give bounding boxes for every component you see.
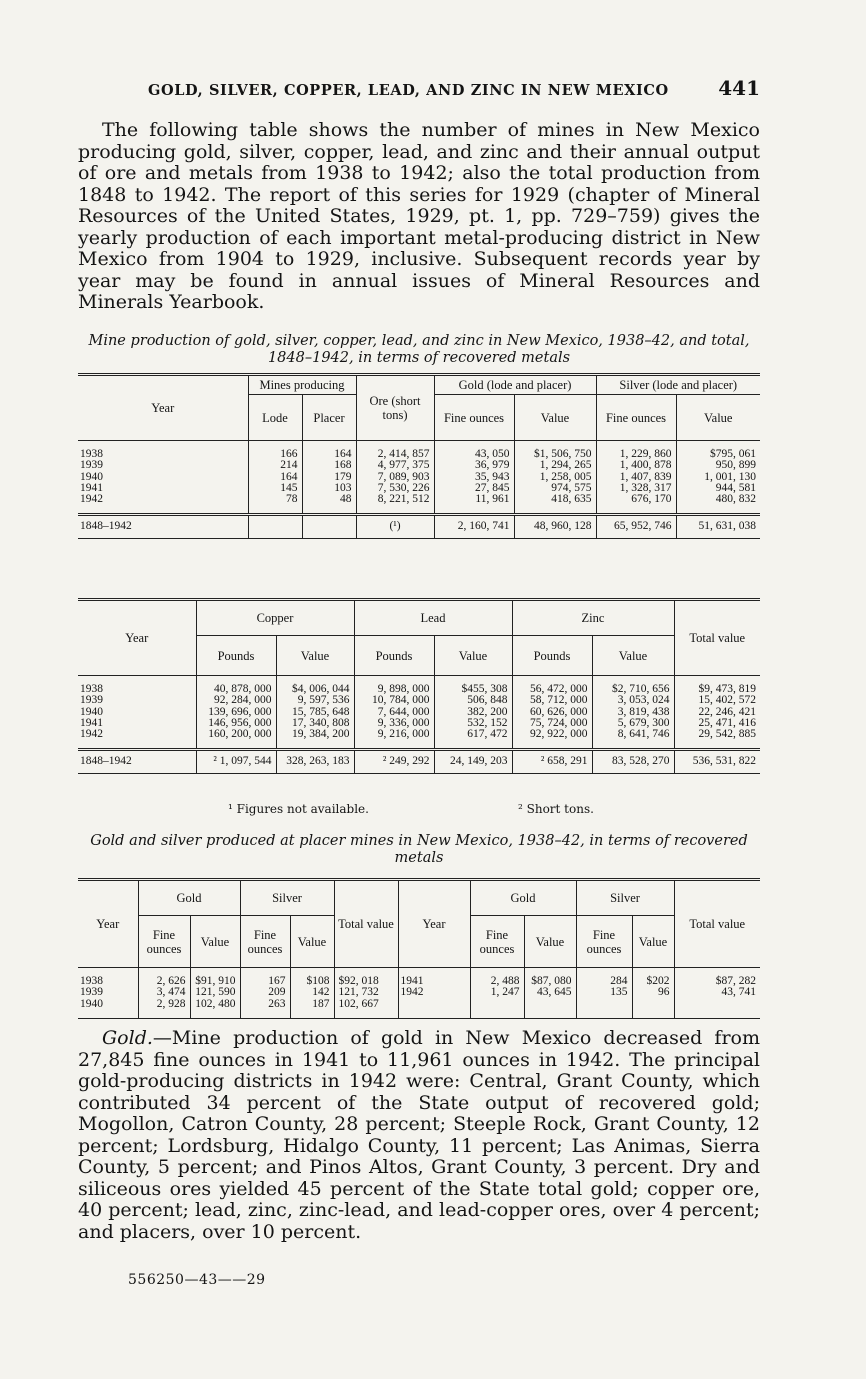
header-zinc-value: Value: [592, 636, 674, 676]
placer-production-table: [78, 878, 760, 1019]
header-zinc: Zinc: [512, 600, 674, 636]
header-lead: Lead: [354, 600, 512, 636]
header-silver-fine-ounces: Fine ounces: [240, 916, 290, 968]
footnote-2: ² Short tons.: [518, 802, 594, 816]
table-row: 1940 164 179 7, 089, 903 35, 943 1, 258, 005 1, 407, 839 1, 001, 130: [80, 470, 756, 483]
table-row: 1939 214 168 4, 977, 375 36, 979 1, 294, 265 1, 400, 878 950, 899: [80, 459, 756, 472]
header-gold-fine-ounces: Fine ounces: [434, 395, 514, 441]
header-year: Year: [78, 880, 138, 968]
header-gold: Gold (lode and placer): [434, 375, 596, 395]
header-silver-right: Silver: [576, 880, 674, 916]
header-copper-pounds: Pounds: [196, 636, 276, 676]
table-total-row: 1848–1942 ² 1, 097, 544 328, 263, 183 ² 249, 292 24, 149, 203 ² 658, 291 83, 528, 270 536, 531, 822: [78, 750, 760, 773]
header-total-value: Total value: [334, 880, 398, 968]
header-silver-fine-ounces-right: Fine ounces: [576, 916, 632, 968]
table-row: 1938 2, 626 $91, 910 167 $108 $92, 018 1941 2, 488 $87, 080 284 $202 $87, 282: [80, 975, 756, 987]
header-mines-producing: Mines producing: [248, 375, 356, 395]
header-silver-value-right: Value: [632, 916, 674, 968]
header-total-value: Total value: [674, 600, 760, 676]
footnote-1: ¹ Figures not available.: [228, 802, 369, 816]
header-silver-value: Value: [676, 395, 760, 441]
page-number: 441: [718, 76, 760, 100]
header-year: Year: [78, 375, 248, 441]
header-gold-value: Value: [190, 916, 240, 968]
header-silver-value: Value: [290, 916, 334, 968]
table-total-row: 1848–1942 (¹) 2, 160, 741 48, 960, 128 65, 952, 746 51, 631, 038: [78, 515, 760, 538]
header-ore: Ore (short tons): [356, 375, 434, 441]
mine-production-table-gold-silver: [78, 373, 760, 539]
table-row: 1940 139, 696, 000 15, 785, 648 7, 644, 000 382, 200 60, 626, 000 3, 819, 438 22, 246, 421: [80, 705, 756, 718]
header-gold-value-right: Value: [524, 916, 576, 968]
running-title: GOLD, SILVER, COPPER, LEAD, AND ZINC IN NEW MEXICO: [148, 82, 669, 99]
table-row: 1942 78 48 8, 221, 512 11, 961 418, 635 676, 170 480, 832: [80, 493, 756, 506]
header-gold-fine-ounces-right: Fine ounces: [470, 916, 524, 968]
header-gold-fine-ounces: Fine ounces: [138, 916, 190, 968]
header-total-value-right: Total value: [674, 880, 760, 968]
header-silver-fine-ounces: Fine ounces: [596, 395, 676, 441]
header-lead-value: Value: [434, 636, 512, 676]
print-code: 556250—43——29: [128, 1272, 266, 1288]
table-row: 1940 2, 928 102, 480 263 187 102, 667: [78, 999, 760, 1010]
header-silver: Silver: [240, 880, 334, 916]
gold-lead-in: Gold.: [102, 1027, 153, 1049]
table-row: 1938 40, 878, 000 $4, 006, 044 9, 898, 000 $455, 308 56, 472, 000 $2, 710, 656 $9, 473, 819: [80, 683, 756, 695]
header-gold-value: Value: [514, 395, 596, 441]
table-row: 1938 166 164 2, 414, 857 43, 050 $1, 506, 750 1, 229, 860 $795, 061: [80, 448, 756, 460]
table-row: 1941 146, 956, 000 17, 340, 808 9, 336, 000 532, 152 75, 724, 000 5, 679, 300 25, 471, 416: [80, 716, 756, 729]
header-placer: Placer: [302, 395, 356, 441]
header-year: Year: [78, 600, 196, 676]
gold-paragraph: [78, 1028, 760, 1243]
table-row: 1941 145 103 7, 530, 226 27, 845 974, 575 1, 328, 317 944, 581: [80, 481, 756, 494]
header-lead-pounds: Pounds: [354, 636, 434, 676]
intro-text: The following table shows the number of mines in New Mexico producing gold, silver, copper, lead, and zinc and their annual output of ore and metals from 1938 to 1942; also the total production from 1848 to 1942. The report of this series for 1929 (chapter of Mineral Resources of the United States, 1929, pt. 1, pp. 729–759) gives the yearly production of each important metal-producing district in New Mexico from 1904 to 1929, inclusive. Subsequent records year by year may be found in annual issues of Mineral Resources and Minerals Yearbook.: [78, 119, 760, 313]
header-copper-value: Value: [276, 636, 354, 676]
running-header: [148, 76, 760, 100]
header-zinc-pounds: Pounds: [512, 636, 592, 676]
gold-text: —Mine production of gold in New Mexico decreased from 27,845 fine ounces in 1941 to 11,961 ounces in 1942. The principal gold-producing districts in 1942 were: Central, Grant County, which contributed 34 percent of the State output of recovered gold; Mogollon, Catron County, 28 percent; Steeple Rock, Grant County, 12 percent; Lordsburg, Hidalgo County, 11 percent; Las Animas, Sierra County, 5 percent; and Pinos Altos, Grant County, 3 percent. Dry and siliceous ores yielded 45 percent of the State total gold; copper ore, 40 percent; lead, zinc, zinc-lead, and lead-copper ores, over 4 percent; and placers, over 10 percent.: [78, 1027, 760, 1243]
table-row: 1939 3, 474 121, 590 209 142 121, 732 1942 1, 247 43, 645 135 96 43, 741: [80, 986, 756, 999]
header-copper: Copper: [196, 600, 354, 636]
header-silver: Silver (lode and placer): [596, 375, 760, 395]
table3-caption: Gold and silver produced at placer mines in New Mexico, 1938–42, in terms of recovered metals: [90, 833, 748, 866]
header-gold-right: Gold: [470, 880, 576, 916]
table-row: 1939 92, 284, 000 9, 597, 536 10, 784, 000 506, 848 58, 712, 000 3, 053, 024 15, 402, 572: [80, 694, 756, 707]
intro-paragraph: [78, 120, 760, 314]
gold-section: [78, 1028, 760, 1243]
table1-caption: Mine production of gold, silver, copper, lead, and zinc in New Mexico, 1938–42, and total, 1848–1942, in terms of recovered metals: [88, 333, 750, 366]
header-gold: Gold: [138, 880, 240, 916]
table-row: 1942 160, 200, 000 19, 384, 200 9, 216, 000 617, 472 92, 922, 000 8, 641, 746 29, 542, 885: [80, 728, 756, 741]
header-lode: Lode: [248, 395, 302, 441]
header-year-right: Year: [398, 880, 470, 968]
mine-production-table-copper-lead-zinc: [78, 598, 760, 774]
